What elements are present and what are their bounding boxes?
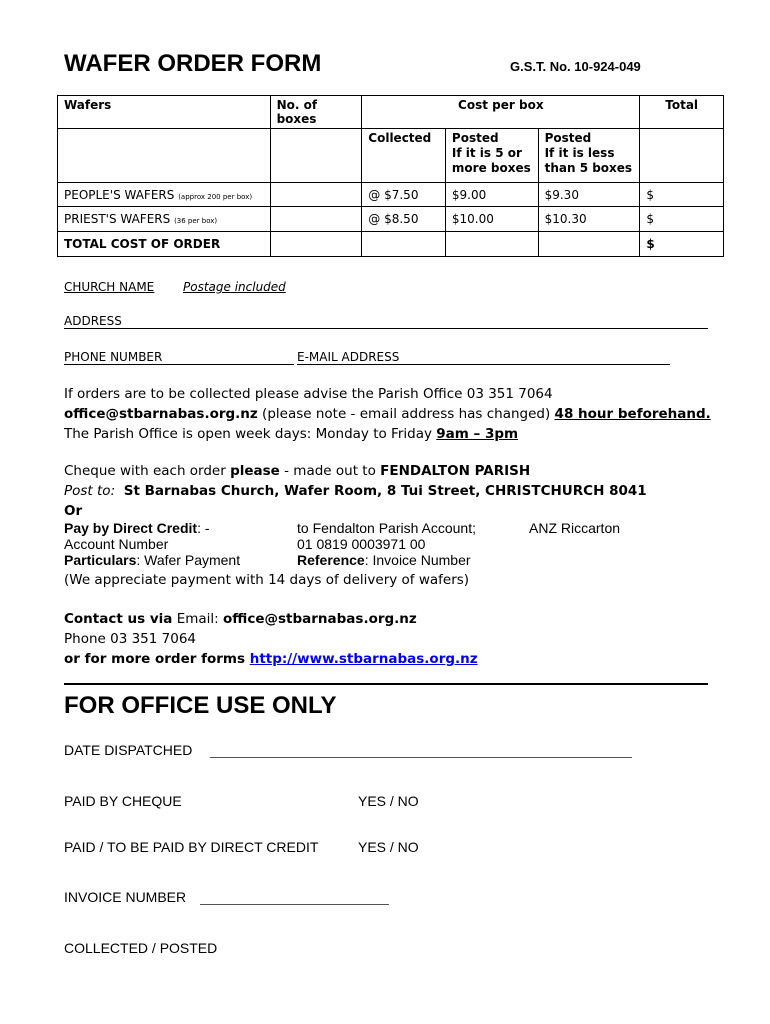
date-dispatched-field[interactable] xyxy=(210,757,632,758)
total-cost-label: TOTAL COST OF ORDER xyxy=(58,232,271,257)
peoples-postedless-price: $9.30 xyxy=(538,183,640,207)
collected-posted-label: COLLECTED / POSTED xyxy=(64,940,218,956)
payment-terms: (We appreciate payment with 14 days of delivery of wafers) xyxy=(64,572,470,588)
email-field[interactable] xyxy=(297,364,670,365)
sub-posted-less-c: than 5 boxes xyxy=(544,161,633,175)
direct-credit-label: Pay by Direct Credit xyxy=(64,520,198,536)
paid-by-cheque-label: PAID BY CHEQUE xyxy=(64,793,182,809)
sub-collected: Collected xyxy=(362,129,446,183)
gst-number: G.S.T. No. 10-924-049 xyxy=(510,59,641,74)
peoples-posted5-price: $9.00 xyxy=(445,183,538,207)
total-empty-3 xyxy=(538,232,640,257)
priests-posted5-price: $10.00 xyxy=(445,207,538,232)
contact-email[interactable]: office@stbarnabas.org.nz xyxy=(223,611,417,627)
sub-posted-5-plus xyxy=(445,129,538,183)
direct-credit-row-1 xyxy=(64,520,734,536)
office-email[interactable]: office@stbarnabas.org.nz xyxy=(64,406,258,422)
col-cost-header: Cost per box xyxy=(362,96,640,129)
total-cost-value[interactable]: $ xyxy=(640,232,724,257)
contact-email-prefix: Email: xyxy=(172,611,223,627)
col-boxes-header: No. of boxes xyxy=(270,96,362,129)
peoples-boxes-cell[interactable] xyxy=(270,183,362,207)
post-to-address: St Barnabas Church, Wafer Room, 8 Tui Street, CHRISTCHURCH 8041 xyxy=(123,483,647,499)
direct-credit-suffix: : - xyxy=(197,520,210,536)
reference-label: Reference xyxy=(297,552,365,568)
total-empty-2 xyxy=(445,232,538,257)
peoples-collected-price: @ $7.50 xyxy=(362,183,446,207)
total-boxes-cell xyxy=(270,232,362,257)
particulars-value: : Wafer Payment xyxy=(136,552,241,568)
phone-label: PHONE NUMBER xyxy=(64,350,163,364)
priests-collected-price: @ $8.50 xyxy=(362,207,446,232)
col-total-header: Total xyxy=(640,96,724,129)
post-to-line xyxy=(64,481,734,501)
church-name-label[interactable] xyxy=(64,280,154,294)
priests-wafers-label: PRIEST'S WAFERS xyxy=(64,212,171,226)
direct-credit-row-2 xyxy=(64,536,734,552)
post-to-label: Post to: xyxy=(64,483,116,499)
collection-line-1: If orders are to be collected please advise the Parish Office 03 351 7064 xyxy=(64,386,553,402)
contact-label: Contact us via xyxy=(64,611,173,627)
sub-posted-less-5 xyxy=(538,129,640,183)
bank-name: ANZ Riccarton xyxy=(529,520,621,536)
postage-included-note: Postage included xyxy=(183,280,286,294)
total-empty-1 xyxy=(362,232,446,257)
peoples-wafers-label: PEOPLE'S WAFERS xyxy=(64,187,175,202)
sub-posted-less-a: Posted xyxy=(544,131,592,145)
sub-posted-5-b: If it is 5 or xyxy=(451,146,522,160)
subheader-empty-3 xyxy=(640,129,724,183)
cheque-text-b: please xyxy=(230,463,280,479)
contact-email-line xyxy=(64,609,724,629)
email-change-note: (please note - email address has changed) xyxy=(257,406,555,422)
sub-posted-less-b: If it is less xyxy=(544,146,615,160)
sub-posted-5-a: Posted xyxy=(451,131,499,145)
table-row-priests xyxy=(58,207,724,232)
particulars-label: Particulars xyxy=(64,552,137,568)
order-table xyxy=(57,95,724,257)
form-title: WAFER ORDER FORM xyxy=(64,50,322,77)
cheque-payee: FENDALTON PARISH xyxy=(380,463,531,479)
office-hours: 9am – 3pm xyxy=(436,426,519,442)
direct-credit-row-3 xyxy=(64,552,734,568)
table-row-peoples xyxy=(58,183,724,207)
account-number-label: Account Number xyxy=(64,536,169,552)
paid-direct-credit-yes-no[interactable]: YES / NO xyxy=(358,839,419,855)
office-divider xyxy=(64,683,708,685)
priests-postedless-price: $10.30 xyxy=(538,207,640,232)
paid-direct-credit-label: PAID / TO BE PAID BY DIRECT CREDIT xyxy=(64,839,319,855)
office-use-heading: FOR OFFICE USE ONLY xyxy=(64,692,337,719)
or-label: Or xyxy=(64,503,83,519)
sub-posted-5-c: more boxes xyxy=(451,161,531,175)
phone-field[interactable] xyxy=(64,364,294,365)
peoples-total[interactable]: $ xyxy=(640,183,724,207)
peoples-wafers-note: (approx 200 per box) xyxy=(178,192,253,201)
cheque-line xyxy=(64,461,734,481)
payment-info xyxy=(64,461,734,521)
address-field[interactable] xyxy=(64,328,708,329)
contact-phone: Phone 03 351 7064 xyxy=(64,631,196,647)
contact-forms-line xyxy=(64,649,724,669)
priests-boxes-cell[interactable] xyxy=(270,207,362,232)
church-name-text: CHURCH NAME xyxy=(64,280,155,294)
order-forms-text: or for more order forms xyxy=(64,651,250,667)
table-row-total xyxy=(58,232,724,257)
invoice-number-label: INVOICE NUMBER xyxy=(64,889,187,905)
account-number: 01 0819 0003971 00 xyxy=(297,536,426,552)
office-hours-text: The Parish Office is open week days: Monday to Friday xyxy=(64,426,437,442)
website-link[interactable]: http://www.stbarnabas.org.nz xyxy=(249,651,478,667)
priests-total[interactable]: $ xyxy=(640,207,724,232)
collection-line-3 xyxy=(64,424,724,444)
deadline-note: 48 hour beforehand. xyxy=(554,406,711,422)
cheque-text-c: - made out to xyxy=(279,463,381,479)
date-dispatched-label: DATE DISPATCHED xyxy=(64,742,193,758)
cheque-text-a: Cheque with each order xyxy=(64,463,231,479)
col-wafers-header: Wafers xyxy=(58,96,271,129)
collection-info xyxy=(64,384,724,444)
contact-block xyxy=(64,609,724,669)
collection-line-2 xyxy=(64,404,724,424)
reference-value: : Invoice Number xyxy=(364,552,471,568)
paid-by-cheque-yes-no[interactable]: YES / NO xyxy=(358,793,419,809)
email-label: E-MAIL ADDRESS xyxy=(297,350,400,364)
direct-credit-account: to Fendalton Parish Account; xyxy=(297,520,476,536)
address-label: ADDRESS xyxy=(64,314,122,328)
subheader-empty-2[interactable] xyxy=(270,129,362,183)
subheader-empty-1 xyxy=(58,129,271,183)
invoice-number-field[interactable] xyxy=(200,904,389,905)
priests-wafers-note: (36 per box) xyxy=(174,217,218,225)
direct-credit-block xyxy=(64,520,734,568)
